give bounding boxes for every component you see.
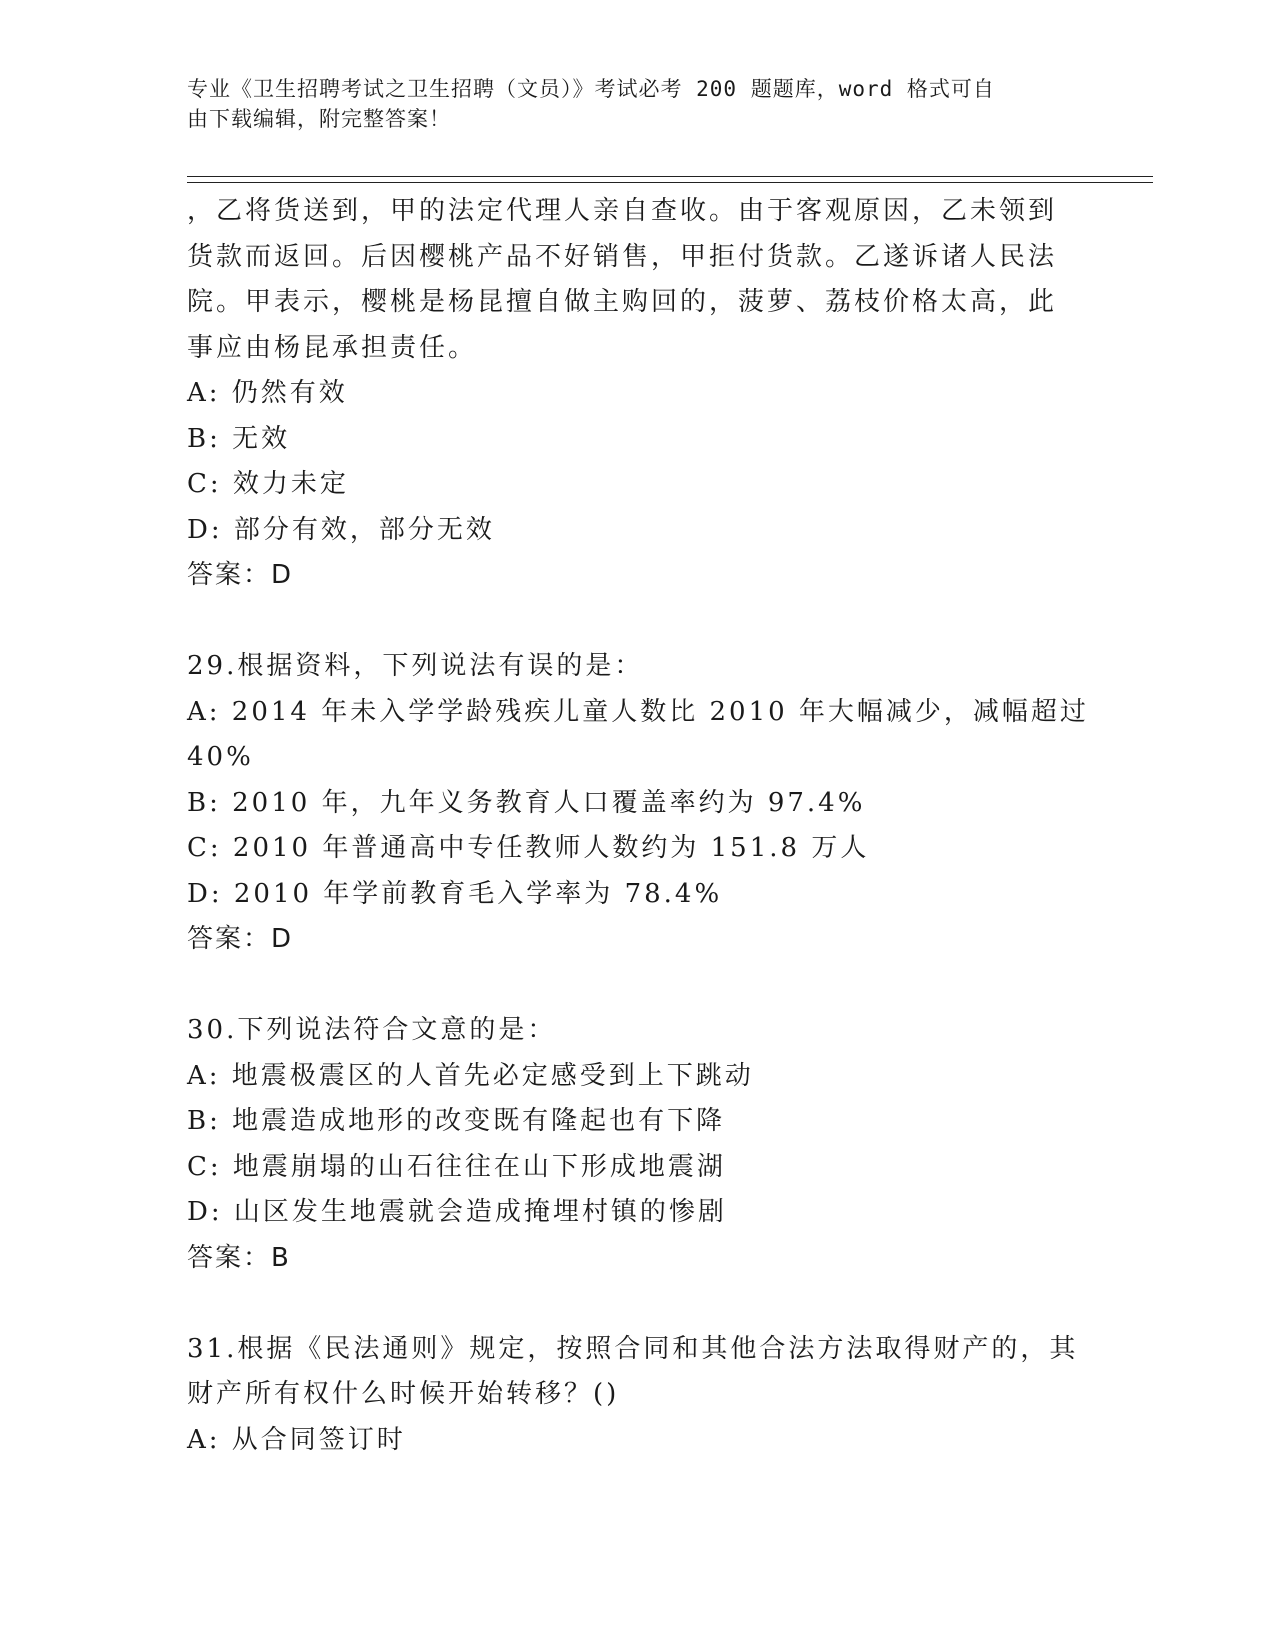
option-a: A: 从合同签订时: [187, 1424, 406, 1455]
option-c: C: 地震崩塌的山石往往在山下形成地震湖: [187, 1151, 726, 1182]
question-stem-line: ，乙将货送到，甲的法定代理人亲自查收。由于客观原因，乙未领到: [187, 196, 1058, 226]
option-a: A: 地震极震区的人首先必定感受到上下跳动: [187, 1060, 754, 1091]
document-header: [187, 74, 1067, 134]
header-divider-bottom: [187, 182, 1153, 183]
question-stem-line: 29.根据资料，下列说法有误的是：: [187, 651, 644, 681]
header-title-line-1: 专业《卫生招聘考试之卫生招聘（文员）》考试必考 200 题题库，word 格式可自: [187, 77, 995, 101]
option-b: B: 2010 年，九年义务教育人口覆盖率约为 97.4%: [187, 787, 866, 818]
option-a: A: 2014 年未入学学龄残疾儿童人数比 2010 年大幅减少，减幅超过: [187, 696, 1089, 727]
question-29: [187, 644, 1087, 963]
question-30: [187, 1008, 1087, 1281]
spacer: [187, 1281, 1087, 1327]
option-d: D: 2010 年学前教育毛入学率为 78.4%: [187, 878, 723, 909]
option-d: D: 部分有效，部分无效: [187, 514, 495, 545]
header-divider-top: [187, 176, 1153, 177]
question-stem-line: 31.根据《民法通则》规定，按照合同和其他合法方法取得财产的，其: [187, 1333, 1079, 1364]
option-a-continued: 40%: [187, 742, 254, 772]
option-a: A: 仍然有效: [187, 378, 348, 408]
spacer: [187, 599, 1087, 645]
question-stem-line: 院。甲表示，樱桃是杨昆擅自做主购回的，菠萝、荔枝价格太高，此: [187, 287, 1058, 317]
question-stem-line: 事应由杨昆承担责任。: [187, 332, 478, 363]
answer-line: 答案：D: [187, 924, 294, 954]
answer-line: 答案：D: [187, 560, 294, 590]
option-b: B: 地震造成地形的改变既有隆起也有下降: [187, 1106, 726, 1136]
question-stem-line: 财产所有权什么时候开始转移？(): [187, 1379, 620, 1409]
option-d: D: 山区发生地震就会造成掩埋村镇的惨剧: [187, 1197, 727, 1227]
spacer: [187, 963, 1087, 1009]
question-stem-line: 30.下列说法符合文意的是：: [187, 1015, 557, 1045]
answer-line: 答案：B: [187, 1242, 291, 1273]
option-c: C: 2010 年普通高中专任教师人数约为 151.8 万人: [187, 833, 870, 863]
option-b: B: 无效: [187, 423, 291, 454]
question-28: [187, 189, 1087, 599]
option-c: C: 效力未定: [187, 469, 349, 499]
question-stem-line: 货款而返回。后因樱桃产品不好销售，甲拒付货款。乙遂诉诸人民法: [187, 241, 1058, 272]
question-31: [187, 1327, 1087, 1464]
header-title-line-2: 由下载编辑，附完整答案！: [187, 107, 451, 131]
document-body: [187, 189, 1087, 1463]
